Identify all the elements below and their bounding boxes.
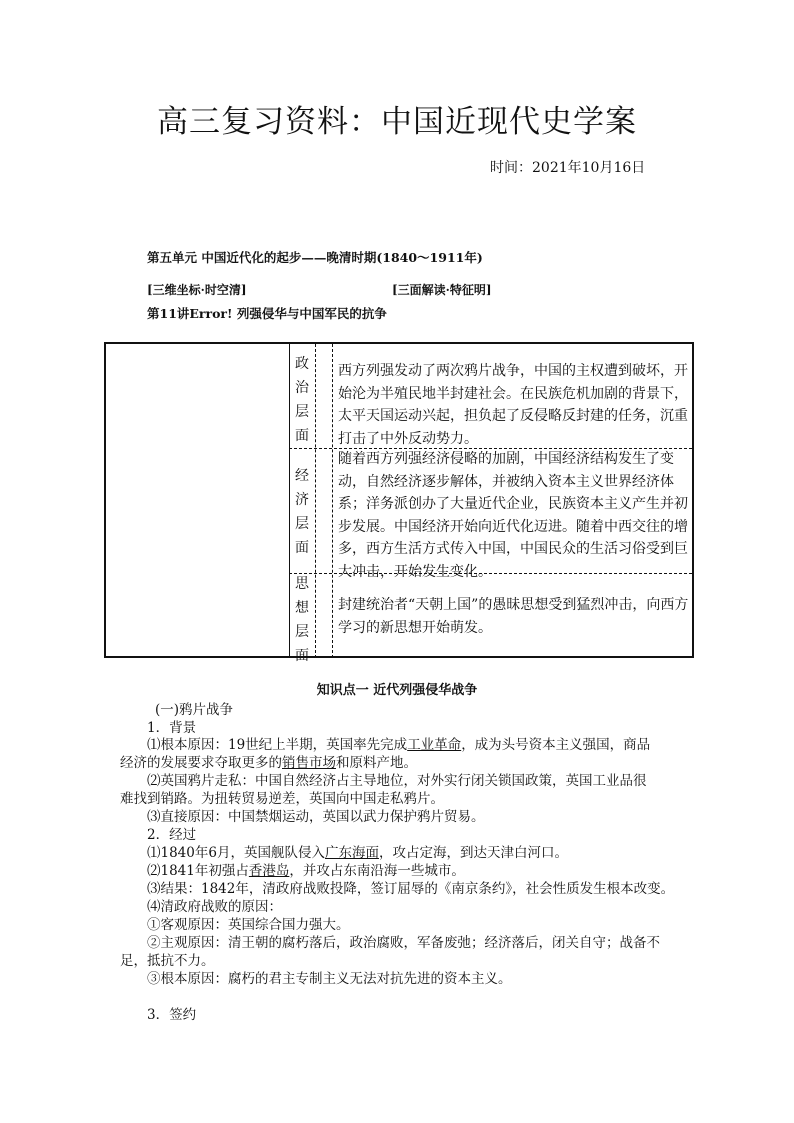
paragraph-line: 难找到销路。为扭转贸易逆差，英国向中国走私鸦片。 xyxy=(120,791,444,807)
paragraph-line: ⑶结果：1842年，清政府战败投降，签订屈辱的《南京条约》，社会性质发生根本改变。 xyxy=(147,881,675,897)
table-dashed-divider xyxy=(315,344,316,658)
paragraph-line: ⑵1841年初强占香港岛，并攻占东南沿海一些城市。 xyxy=(147,863,465,879)
date-line: 时间：2021年10月16日 xyxy=(490,160,646,176)
table-dashed-divider xyxy=(332,344,333,658)
paragraph-line: ③根本原因：腐朽的君主专制主义无法对抗先进的资本主义。 xyxy=(147,971,512,987)
paragraph-line: 经济的发展要求夺取更多的销售市场和原料产地。 xyxy=(120,755,417,771)
heading-background: 1．背景 xyxy=(147,720,197,736)
paragraph-line: ⑵英国鸦片走私：中国自然经济占主导地位，对外实行闭关锁国政策，英国工业品很 xyxy=(147,773,647,789)
heading-process: 2．经过 xyxy=(147,827,197,843)
lesson-title: 第11讲Error! 列强侵华与中国军民的抗争 xyxy=(147,306,387,321)
paragraph-line: ⑶直接原因：中国禁烟运动，英国以武力保护鸦片贸易。 xyxy=(147,809,485,825)
label-economic: 经 济 层 面 xyxy=(295,468,309,556)
text-economic: 随着西方列强经济侵略的加剧，中国经济结构发生了变动，自然经济逐步解体，并被纳入资本主义世界经济体系；洋务派创办了大量近代企业，民族资本主义产生并初步发展。中国经济开始向近代化迈进。随着中西交往的增多，西方生活方式传入中国，中国民众的生活习俗受到巨大冲击，开始发生变化。 xyxy=(338,451,688,580)
knowledge-point-title: 知识点一 近代列强侵华战争 xyxy=(316,683,478,698)
label-ideological: 思 想 层 面 xyxy=(295,576,309,664)
paragraph-line: ①客观原因：英国综合国力强大。 xyxy=(147,917,350,933)
paragraph-line: ⑴1840年6月，英国舰队侵入广东海面，攻占定海，到达天津白河口。 xyxy=(147,845,568,861)
text-ideological: 封建统治者“天朝上国”的愚昧思想受到猛烈冲击，向西方学习的新思想开始萌发。 xyxy=(338,597,689,636)
page-title: 高三复习资料：中国近现代史学案 xyxy=(157,104,637,140)
heading-treaty: 3．签约 xyxy=(147,1007,197,1023)
subheading-analysis: [三面解读·特征明] xyxy=(392,283,492,297)
label-political: 政 治 层 面 xyxy=(295,356,309,444)
summary-table xyxy=(104,342,694,664)
paragraph-line: ⑷清政府战败的原因： xyxy=(147,899,282,915)
paragraph-line: ②主观原因：清王朝的腐朽落后，政治腐败，军备废弛；经济落后，闭关自守；战备不 xyxy=(147,935,660,951)
section-heading: (一)鸦片战争 xyxy=(155,702,234,718)
unit-title: 第五单元 中国近代化的起步——晚清时期(1840～1911年) xyxy=(147,250,483,265)
paragraph-line: ⑴根本原因：19世纪上半期，英国率先完成工业革命，成为头号资本主义强国，商品 xyxy=(147,737,651,753)
subheading-timeline: [三维坐标·时空清] xyxy=(147,283,247,297)
paragraph-line: 足，抵抗不力。 xyxy=(120,953,215,969)
text-political: 西方列强发动了两次鸦片战争，中国的主权遭到破坏，开始沦为半殖民地半封建社会。在民族危机加剧的背景下，太平天国运动兴起，担负起了反侵略反封建的任务，沉重打击了中外反动势力。 xyxy=(338,363,688,447)
